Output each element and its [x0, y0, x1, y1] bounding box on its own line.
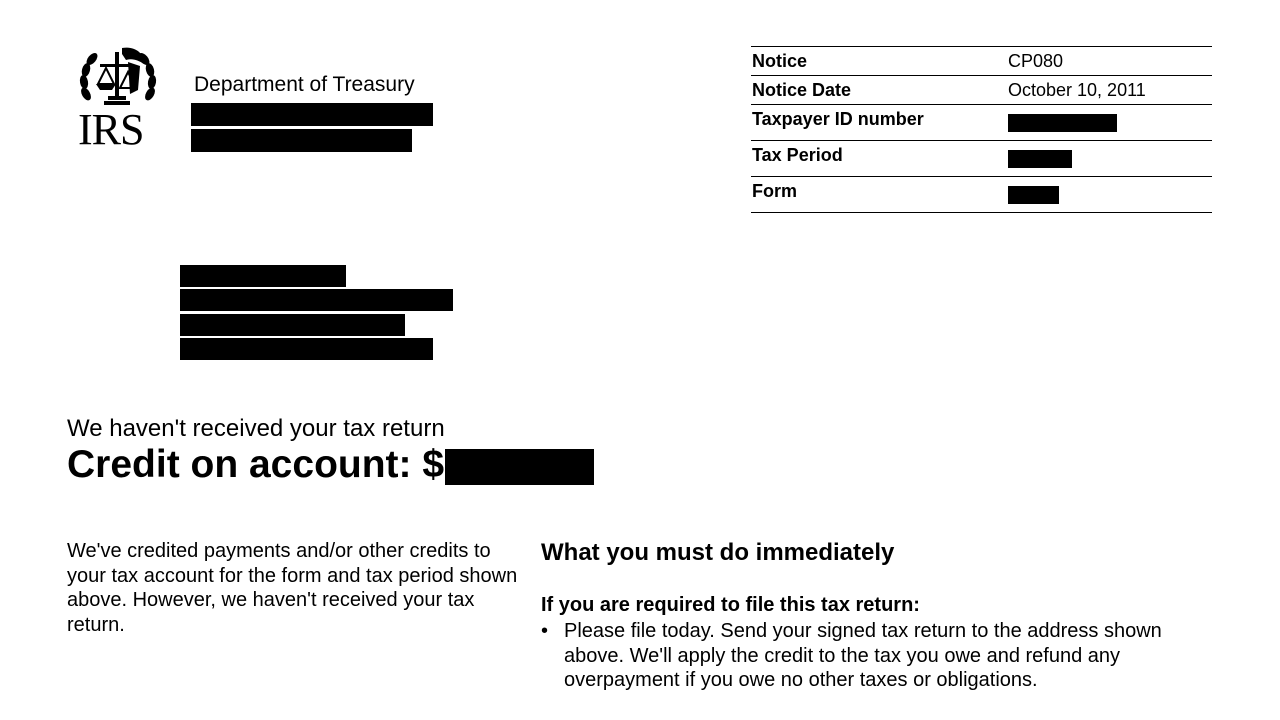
irs-logo — [78, 44, 158, 152]
irs-eagle-icon — [78, 44, 158, 108]
notice-date-value: October 10, 2011 — [1007, 76, 1212, 105]
redacted-taxpayer-id — [1008, 114, 1117, 132]
action-subheading: If you are required to file this tax return: — [541, 594, 920, 616]
notice-date-label: Notice Date — [751, 76, 1007, 105]
list-item — [541, 619, 1221, 693]
redacted-mailing-address-line — [180, 265, 346, 287]
notice-subtitle: We haven't received your tax return — [67, 415, 445, 442]
action-list — [541, 619, 1221, 693]
redacted-address-line — [191, 129, 412, 152]
taxpayer-id-label: Taxpayer ID number — [751, 105, 1007, 141]
table-row — [751, 141, 1212, 177]
table-row — [751, 47, 1212, 76]
form-label: Form — [751, 177, 1007, 213]
redacted-tax-period — [1008, 150, 1072, 168]
table-row — [751, 76, 1212, 105]
redacted-mailing-address-line — [180, 289, 453, 311]
redacted-mailing-address-line — [180, 338, 433, 360]
redacted-mailing-address-line — [180, 314, 405, 336]
department-name: Department of Treasury — [194, 73, 415, 96]
tax-period-label: Tax Period — [751, 141, 1007, 177]
list-item-text: Please file today. Send your signed tax return to the address shown above. We'll apply the credit to the tax you owe and refund any overpayment if you owe no other taxes or obligations. — [564, 620, 1162, 691]
redacted-address-line — [191, 103, 433, 126]
redacted-credit-amount — [445, 449, 594, 485]
action-heading: What you must do immediately — [541, 539, 895, 566]
credit-headline — [67, 442, 594, 488]
explanation-paragraph: We've credited payments and/or other credits to your tax account for the form and tax period shown above. However, we haven't received your tax return. — [67, 540, 518, 636]
irs-wordmark: IRS — [78, 105, 144, 154]
table-row — [751, 105, 1212, 141]
table-row — [751, 177, 1212, 213]
bullet-icon: • — [541, 620, 549, 642]
notice-info-table — [751, 46, 1212, 213]
notice-value: CP080 — [1007, 47, 1212, 76]
redacted-form — [1008, 186, 1059, 204]
credit-headline-text: Credit on account: $ — [67, 443, 445, 486]
notice-label: Notice — [751, 47, 1007, 76]
